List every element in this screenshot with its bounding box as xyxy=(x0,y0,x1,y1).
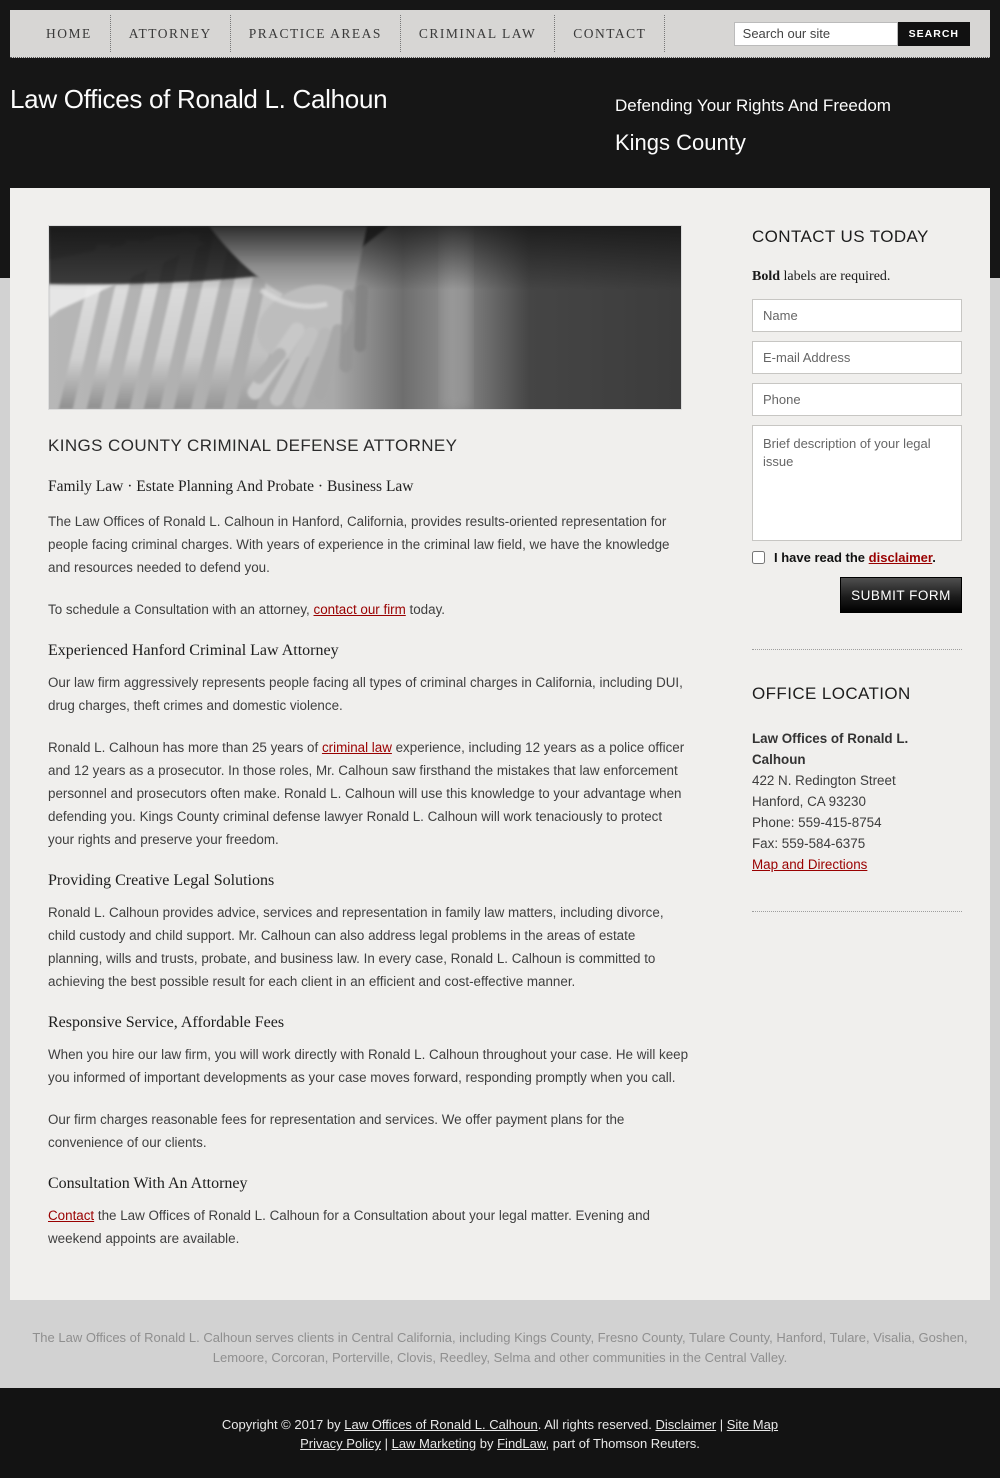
sidebar xyxy=(752,225,962,1300)
office-firm-name: Law Offices of Ronald L. Calhoun xyxy=(752,731,909,767)
intro-paragraph: The Law Offices of Ronald L. Calhoun in Hanford, California, provides results-oriented representation for people facing criminal charges. With years of experience in the criminal law field, we have the knowledge and resources needed to defend you. xyxy=(48,514,670,575)
submit-form-button[interactable]: SUBMIT FORM xyxy=(840,577,962,613)
text-segment: Ronald L. Calhoun has more than 25 years of xyxy=(48,740,322,755)
fees-paragraph: Our firm charges reasonable fees for representation and services. We offer payment plans for the convenience of our clients. xyxy=(48,1112,625,1150)
heading-consultation: Consultation With An Attorney xyxy=(48,1175,248,1192)
criminal-law-link[interactable]: criminal law xyxy=(321,740,392,755)
nav-item-criminal-law[interactable]: CRIMINAL LAW xyxy=(401,15,555,52)
main-nav xyxy=(10,10,990,58)
consultation-paragraph xyxy=(48,1204,690,1250)
legal-links-line xyxy=(0,1434,1000,1453)
criminal-charges-paragraph: Our law firm aggressively represents people facing all types of criminal charges in California, including DUI, drug charges, theft crimes and domestic violence. xyxy=(48,675,683,713)
text-segment: labels are required. xyxy=(780,269,891,284)
text-segment: . All rights reserved. xyxy=(537,1417,656,1432)
phone-field[interactable] xyxy=(752,383,962,416)
service-area-strip xyxy=(0,1300,1000,1388)
contact-our-firm-link[interactable]: contact our firm xyxy=(313,602,406,617)
footer-sitemap-link[interactable]: Site Map xyxy=(726,1417,779,1432)
office-street: 422 N. Redington Street xyxy=(752,773,896,788)
text-segment: . xyxy=(932,550,936,565)
legal-issue-field[interactable] xyxy=(752,425,962,541)
practice-areas-subheading: Family Law · Estate Planning And Probate · Business Law xyxy=(48,478,414,495)
main-content xyxy=(48,225,690,1300)
text-segment: I have read the xyxy=(774,550,869,565)
nav-item-attorney[interactable]: ATTORNEY xyxy=(111,15,231,52)
text-segment: today. xyxy=(405,602,445,617)
service-area-text: The Law Offices of Ronald L. Calhoun serves clients in Central California, including Kings County, Fresno County, Tulare County, Hanford, Tulare, Visalia, Goshen, Lemoore, Corcoran, Porterville, Clovis, Reedley, Selma and other communities in the Central Valley. xyxy=(32,1330,968,1365)
nav-item-contact[interactable]: CONTACT xyxy=(555,15,665,52)
page-title: KINGS COUNTY CRIMINAL DEFENSE ATTORNEY xyxy=(48,436,458,455)
disclaimer-checkbox[interactable] xyxy=(752,551,765,564)
office-fax: Fax: 559-584-6375 xyxy=(752,836,866,851)
jail-bars-photo xyxy=(48,225,682,410)
sidebar-divider xyxy=(752,649,962,650)
heading-creative-solutions: Providing Creative Legal Solutions xyxy=(48,872,275,889)
office-address-block xyxy=(752,728,962,875)
footer xyxy=(0,1388,1000,1478)
site-location: Kings County xyxy=(615,130,746,155)
email-field[interactable] xyxy=(752,341,962,374)
disclaimer-label xyxy=(774,550,936,565)
required-note-bold: Bold xyxy=(752,269,781,284)
jail-bars-photo-art xyxy=(49,226,681,409)
heading-responsive-service: Responsive Service, Affordable Fees xyxy=(48,1014,285,1031)
office-phone: Phone: 559-415-8754 xyxy=(752,815,882,830)
contact-us-heading: CONTACT US TODAY xyxy=(752,227,929,246)
map-directions-link[interactable]: Map and Directions xyxy=(752,857,868,872)
contact-link[interactable]: Contact xyxy=(48,1208,95,1223)
footer-firm-link[interactable]: Law Offices of Ronald L. Calhoun xyxy=(344,1417,538,1432)
disclaimer-link[interactable]: disclaimer xyxy=(868,550,933,565)
office-location-heading: OFFICE LOCATION xyxy=(752,684,911,703)
required-note xyxy=(752,269,962,285)
text-segment: experience, including 12 years as a police officer and 12 years as a prosecutor. In those roles, Mr. Calhoun saw firsthand the mistakes that law enforcement personnel and prosecutors often make. Ronald L. Calhoun will use this knowledge to your advantage when defending you. Kings County criminal defense lawyer Ronald L. Calhoun will work tenaciously to protect your rights and preserve your freedom. xyxy=(48,740,685,847)
name-field[interactable] xyxy=(752,299,962,332)
family-law-paragraph: Ronald L. Calhoun provides advice, services and representation in family law matters, including divorce, child custody and child support. Mr. Calhoun can also address legal problems in the areas of estate planning, wills and trusts, probate, and business law. In every case, Ronald L. Calhoun is committed to achieving the best possible result for each client in an efficient and cost-effective manner. xyxy=(48,905,664,989)
text-segment: by xyxy=(476,1436,498,1451)
search-input[interactable] xyxy=(734,22,898,46)
experience-paragraph xyxy=(48,736,690,851)
nav-item-home[interactable]: HOME xyxy=(28,15,111,52)
direct-work-paragraph: When you hire our law firm, you will work directly with Ronald L. Calhoun throughout your case. He will keep you informed of important developments as your case moves forward, responding promptly when you call. xyxy=(48,1047,689,1085)
office-city: Hanford, CA 93230 xyxy=(752,794,866,809)
site-title: Law Offices of Ronald L. Calhoun xyxy=(10,84,388,114)
site-search xyxy=(734,10,970,57)
text-segment: the Law Offices of Ronald L. Calhoun for a Consultation about your legal matter. Evening and weekend appoints are available. xyxy=(48,1208,650,1246)
heading-experienced-attorney: Experienced Hanford Criminal Law Attorney xyxy=(48,642,339,659)
content-panel xyxy=(10,188,990,1300)
site-tagline: Defending Your Rights And Freedom xyxy=(615,96,891,115)
schedule-paragraph xyxy=(48,598,690,621)
footer-findlaw-link[interactable]: FindLaw xyxy=(497,1436,546,1451)
text-segment: To schedule a Consultation with an attorney, xyxy=(48,602,314,617)
nav-item-practice-areas[interactable]: PRACTICE AREAS xyxy=(231,15,401,52)
nav-list xyxy=(10,10,665,57)
footer-privacy-link[interactable]: Privacy Policy xyxy=(300,1436,381,1451)
text-segment: , part of Thomson Reuters. xyxy=(545,1436,700,1451)
text-segment: | xyxy=(380,1436,392,1451)
sidebar-divider xyxy=(752,911,962,912)
search-button[interactable]: SEARCH xyxy=(898,22,970,46)
text-segment: Copyright © 2017 by xyxy=(221,1417,345,1432)
footer-marketing-link[interactable]: Law Marketing xyxy=(391,1436,477,1451)
text-segment: | xyxy=(716,1417,727,1432)
footer-disclaimer-link[interactable]: Disclaimer xyxy=(655,1417,717,1432)
copyright-line xyxy=(0,1415,1000,1434)
disclaimer-row xyxy=(752,550,962,565)
